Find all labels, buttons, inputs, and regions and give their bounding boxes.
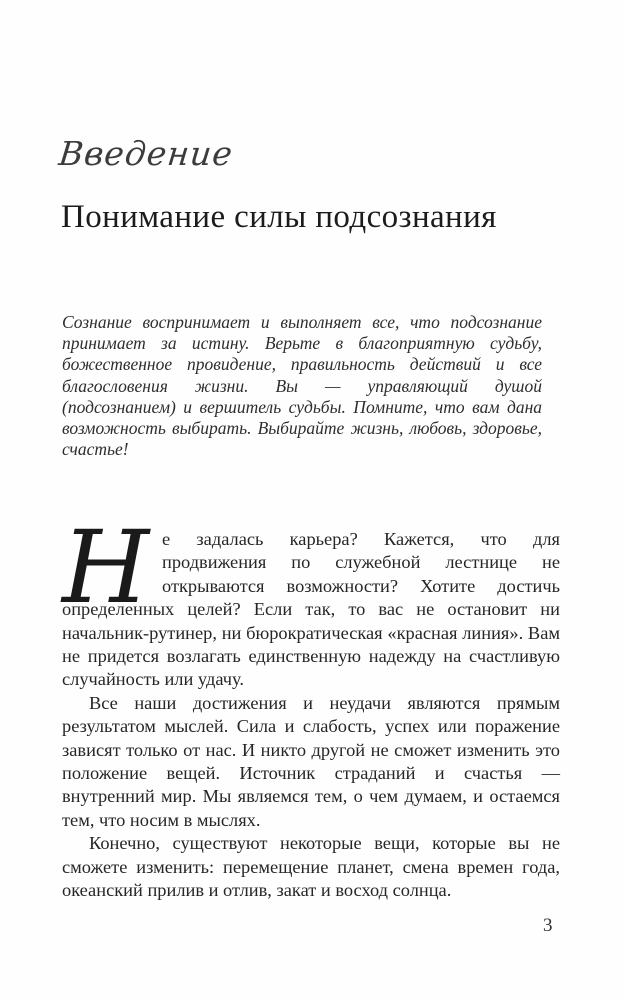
paragraph-first <box>62 509 560 692</box>
page-number: 3 <box>543 915 553 936</box>
body-text <box>62 509 560 903</box>
section-label: Введение <box>57 134 236 173</box>
paragraph-text: Все наши достижения и неудачи являются прямым результатом мыслей. Сила и слабость, успех или поражение зависят только от нас. И никто другой не сможет изменить это положение вещей. Источник страданий и счастья — внутренний мир. Мы являемся тем, о чем думаем, и остаемся тем, что носим в мыслях. <box>62 692 560 830</box>
dropcap-letter: Н <box>62 509 150 626</box>
paragraph-text: Конечно, существуют некоторые вещи, которые вы не сможете изменить: перемещение планет, смена времен года, океанский прилив и отлив, закат и восход солнца. <box>62 833 560 901</box>
chapter-title: Понимание силы подсознания <box>61 199 497 235</box>
paragraph-text: е задалась карьера? Кажется, что для продвижения по служебной лестнице не открываются возможности? Хотите достичь определенных целей? Если так, то вас не остановит ни начальник-рутинер, ни бюрократическая «красная линия». Вам не придется возлагать единственную надежду на счастливую случайность или удачу. <box>62 529 560 690</box>
epigraph: Сознание воспринимает и выполняет все, что подсознание принимает за истину. Верьте в благоприятную судьбу, божественное провидение, правильность действий и все благословения жизни. Вы — управляющий душой (подсознанием) и вершитель судьбы. Помните, что вам дана возможность выбирать. Выбирайте жизнь, любовь, здоровье, счастье! <box>62 312 542 460</box>
paragraph <box>62 692 560 832</box>
paragraph <box>62 832 560 902</box>
